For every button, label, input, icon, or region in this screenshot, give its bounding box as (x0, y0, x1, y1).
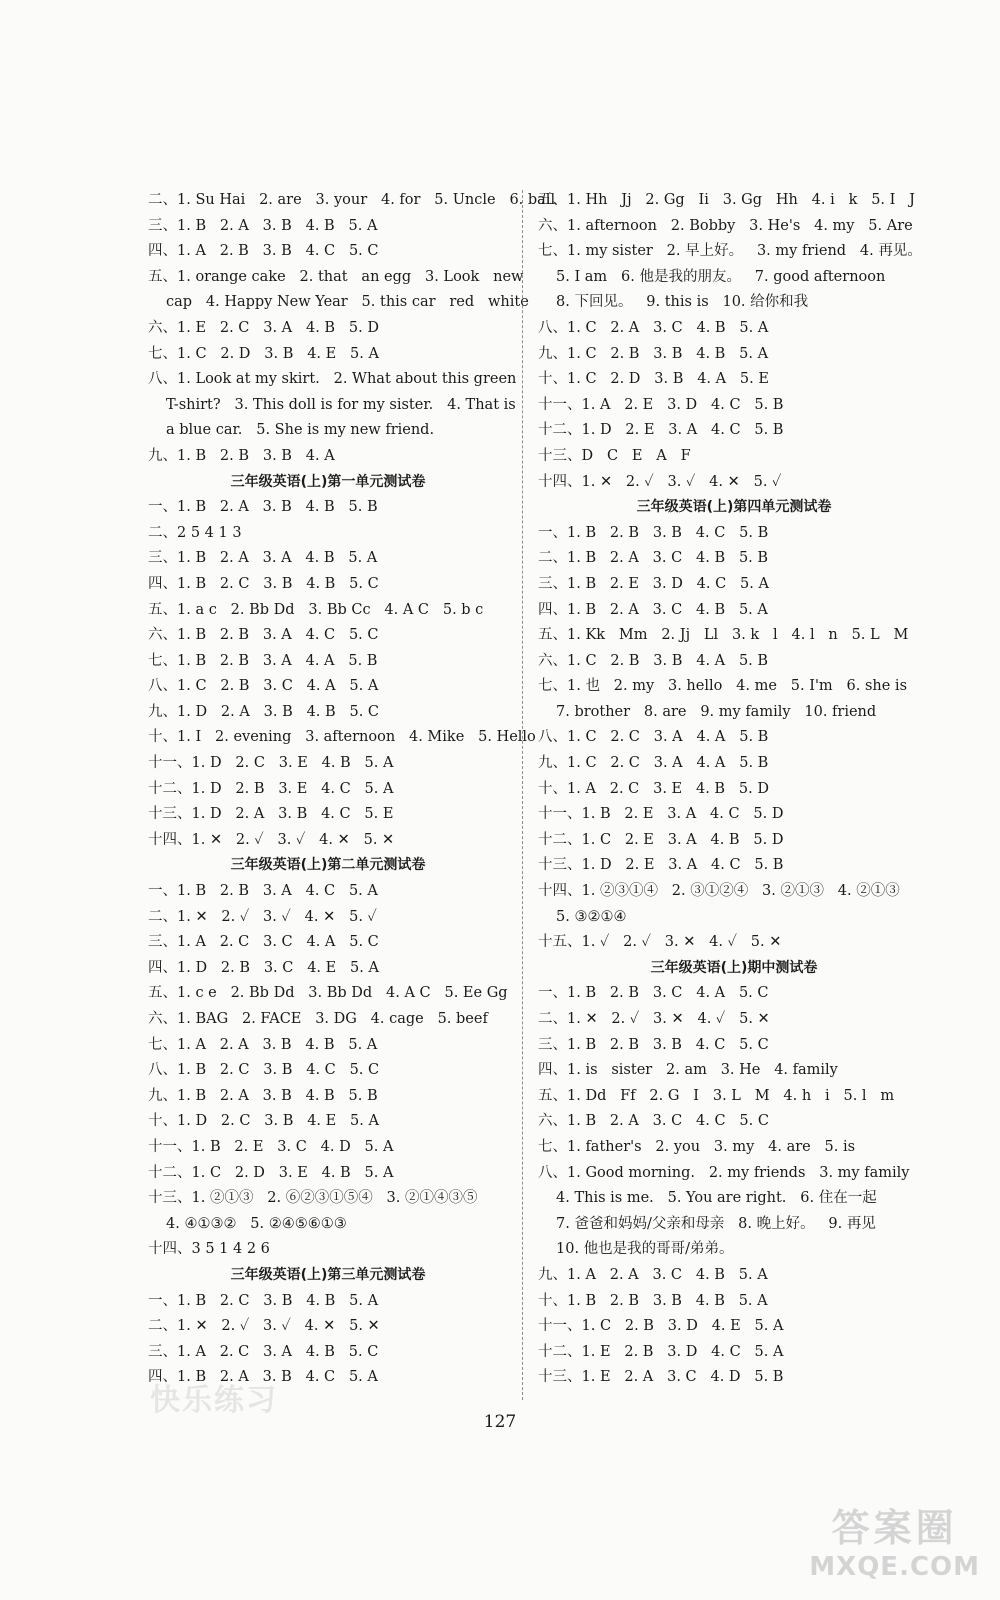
answer-line: 十四、3 5 1 4 2 6 (148, 1241, 270, 1258)
answer-line: 四、1. is sister 2. am 3. He 4. family (538, 1062, 838, 1079)
answer-line: T-shirt? 3. This doll is for my sister. 4. That is (166, 396, 516, 413)
answer-line: 六、1. E 2. C 3. A 4. B 5. D (148, 319, 379, 336)
answer-line: 五、1. Dd Ff 2. G I 3. L M 4. h i 5. l m (538, 1087, 895, 1104)
answer-line: 二、1. ✕ 2. ✓ 3. ✓ 4. ✕ 5. ✕ (148, 1318, 380, 1335)
answer-line: 一、1. B 2. B 3. C 4. A 5. C (538, 985, 769, 1002)
answer-line: 六、1. C 2. B 3. B 4. A 5. B (538, 652, 769, 669)
answer-line: 五、1. Kk Mm 2. Jj Ll 3. k l 4. l n 5. L M (538, 627, 909, 644)
answer-line: 三、1. B 2. A 3. A 4. B 5. A (148, 550, 378, 567)
answer-line: 二、2 5 4 1 3 (148, 524, 242, 541)
section-title: 三年级英语(上)第四单元测试卷 (636, 499, 832, 516)
answer-line: 三、1. B 2. B 3. B 4. C 5. C (538, 1036, 769, 1053)
answer-line: 三、1. A 2. C 3. A 4. B 5. C (148, 1343, 379, 1360)
answer-line: 十一、1. B 2. E 3. A 4. C 5. D (538, 806, 784, 823)
answer-line: 十一、1. C 2. B 3. D 4. E 5. A (538, 1318, 784, 1335)
answer-line: 三、1. B 2. E 3. D 4. C 5. A (538, 575, 769, 592)
answer-line: 八、1. Good morning. 2. my friends 3. my family (538, 1164, 910, 1181)
answer-line: 7. 爸爸和妈妈/父亲和母亲 8. 晚上好。 9. 再见 (556, 1215, 876, 1232)
answer-line: 五、1. Hh Jj 2. Gg Ii 3. Gg Hh 4. i k 5. I J (538, 192, 915, 208)
answer-line: 四、1. D 2. B 3. C 4. E 5. A (148, 959, 379, 976)
answer-line: 十一、1. B 2. E 3. C 4. D 5. A (148, 1138, 394, 1155)
answer-line: 十、1. D 2. C 3. B 4. E 5. A (148, 1113, 379, 1130)
answer-line: 十一、1. A 2. E 3. D 4. C 5. B (538, 396, 784, 413)
answer-line: 二、1. ✕ 2. ✓ 3. ✓ 4. ✕ 5. ✓ (148, 908, 377, 925)
answer-line: 4. ④①③② 5. ②④⑤⑥①③ (166, 1215, 347, 1232)
answer-line: 五、1. c e 2. Bb Dd 3. Bb Dd 4. A C 5. Ee Gg (148, 985, 508, 1002)
answer-line: 四、1. A 2. B 3. B 4. C 5. C (148, 243, 379, 260)
section-title: 三年级英语(上)期中测试卷 (650, 959, 818, 976)
answer-line: a blue car. 5. She is my new friend. (166, 422, 435, 439)
answer-line: 六、1. BAG 2. FACE 3. DG 4. cage 5. beef (148, 1011, 488, 1027)
answer-line: 一、1. B 2. B 3. B 4. C 5. B (538, 524, 769, 541)
answer-line: 一、1. B 2. B 3. A 4. C 5. A (148, 883, 378, 900)
answer-line: 十、1. A 2. C 3. E 4. B 5. D (538, 780, 769, 797)
answer-line: 七、1. A 2. A 3. B 4. B 5. A (148, 1036, 378, 1053)
answer-line: 九、1. D 2. A 3. B 4. B 5. C (148, 703, 380, 720)
answer-line: 二、1. Su Hai 2. are 3. your 4. for 5. Uncle 6. ball (148, 192, 556, 208)
watermark-corner-bottom: MXQE.COM (809, 1552, 980, 1582)
answer-line: 10. 他也是我的哥哥/弟弟。 (556, 1241, 734, 1258)
section-title: 三年级英语(上)第三单元测试卷 (230, 1266, 426, 1283)
answer-line: 十、1. I 2. evening 3. afternoon 4. Mike 5. Hello (148, 729, 536, 746)
page-number: 127 (483, 1412, 517, 1432)
answer-line: 三、1. A 2. C 3. C 4. A 5. C (148, 934, 379, 951)
answer-line: 一、1. B 2. C 3. B 4. B 5. A (148, 1292, 379, 1309)
answer-line: 二、1. ✕ 2. ✓ 3. ✕ 4. ✓ 5. ✕ (538, 1011, 770, 1027)
answer-line: 九、1. B 2. B 3. B 4. A (148, 447, 335, 464)
answer-line: 十二、1. E 2. B 3. D 4. C 5. A (538, 1343, 784, 1360)
answer-line: 九、1. A 2. A 3. C 4. B 5. A (538, 1266, 768, 1283)
answer-line: 十二、1. D 2. B 3. E 4. C 5. A (148, 780, 394, 797)
watermark-left: 快乐练习 (150, 1383, 278, 1418)
answer-line: 六、1. B 2. B 3. A 4. C 5. C (148, 627, 379, 644)
answer-line: 8. 下回见。 9. this is 10. 给你和我 (556, 294, 809, 311)
answer-line: 十五、1. ✓ 2. ✓ 3. ✕ 4. ✓ 5. ✕ (538, 934, 782, 951)
answer-line: 八、1. Look at my skirt. 2. What about this green (148, 371, 517, 388)
answer-line: 六、1. afternoon 2. Bobby 3. He's 4. my 5. Are (538, 217, 913, 234)
answer-line: 七、1. father's 2. you 3. my 4. are 5. is (538, 1138, 856, 1155)
answer-line: 八、1. C 2. A 3. C 4. B 5. A (538, 319, 769, 336)
watermark-corner-top: 答案圈 (831, 1506, 958, 1550)
answer-line: 5. I am 6. 他是我的朋友。 7. good afternoon (556, 268, 886, 285)
answer-line: 七、1. 也 2. my 3. hello 4. me 5. I'm 6. she is (538, 678, 908, 695)
right-answer-column (538, 188, 930, 1391)
answer-line: 十三、D C E A F (538, 447, 691, 464)
answer-line: 十三、1. ②①③ 2. ⑥②③①⑤④ 3. ②①④③⑤ (148, 1190, 478, 1207)
answer-line: 五、1. orange cake 2. that an egg 3. Look new (148, 268, 524, 285)
answer-line: 十、1. C 2. D 3. B 4. A 5. E (538, 371, 769, 388)
answer-line: 九、1. B 2. A 3. B 4. B 5. B (148, 1087, 378, 1104)
answer-line: 十二、1. D 2. E 3. A 4. C 5. B (538, 422, 784, 439)
section-title: 三年级英语(上)第一单元测试卷 (230, 473, 426, 490)
answer-line: 八、1. C 2. B 3. C 4. A 5. A (148, 678, 379, 695)
answer-line: 二、1. B 2. A 3. C 4. B 5. B (538, 550, 769, 567)
answer-line: 四、1. B 2. C 3. B 4. B 5. C (148, 575, 379, 592)
answer-line: 九、1. C 2. C 3. A 4. A 5. B (538, 755, 769, 772)
answer-line: 五、1. a c 2. Bb Dd 3. Bb Cc 4. A C 5. b c (148, 601, 484, 618)
answer-line: 八、1. C 2. C 3. A 4. A 5. B (538, 729, 769, 746)
answer-line: 十二、1. C 2. E 3. A 4. B 5. D (538, 831, 784, 848)
section-title: 三年级英语(上)第二单元测试卷 (230, 857, 426, 874)
answer-line: 7. brother 8. are 9. my family 10. friend (556, 703, 877, 720)
answer-line: 七、1. my sister 2. 早上好。 3. my friend 4. 再见。 (538, 243, 922, 260)
answer-line: 九、1. C 2. B 3. B 4. B 5. A (538, 345, 769, 362)
answer-line: cap 4. Happy New Year 5. this car red white (166, 294, 529, 311)
answer-line: 十四、1. ✕ 2. ✓ 3. ✓ 4. ✕ 5. ✓ (538, 473, 782, 490)
answer-line: 三、1. B 2. A 3. B 4. B 5. A (148, 217, 378, 234)
answer-line: 七、1. C 2. D 3. B 4. E 5. A (148, 345, 379, 362)
answer-line: 十二、1. C 2. D 3. E 4. B 5. A (148, 1164, 394, 1181)
answer-line: 十三、1. D 2. A 3. B 4. C 5. E (148, 806, 394, 823)
answer-line: 六、1. B 2. A 3. C 4. C 5. C (538, 1113, 769, 1130)
answer-line: 5. ③②①④ (556, 908, 627, 925)
answer-line: 4. This is me. 5. You are right. 6. 住在一起 (556, 1190, 877, 1207)
watermark-corner (809, 1497, 980, 1582)
answer-line: 十、1. B 2. B 3. B 4. B 5. A (538, 1292, 768, 1309)
column-divider (522, 190, 523, 1400)
answer-line: 十三、1. E 2. A 3. C 4. D 5. B (538, 1369, 784, 1386)
answer-line: 四、1. B 2. A 3. C 4. B 5. A (538, 601, 768, 618)
answer-line: 八、1. B 2. C 3. B 4. C 5. C (148, 1062, 380, 1079)
answer-line: 一、1. B 2. A 3. B 4. B 5. B (148, 499, 378, 516)
answer-line: 四、1. B 2. A 3. B 4. C 5. A (148, 1369, 378, 1386)
answer-line: 十四、1. ②③①④ 2. ③①②④ 3. ②①③ 4. ②①③ (538, 883, 900, 900)
answer-line: 十四、1. ✕ 2. ✓ 3. ✓ 4. ✕ 5. ✕ (148, 831, 395, 848)
answer-line: 十三、1. D 2. E 3. A 4. C 5. B (538, 857, 784, 874)
answer-line: 十一、1. D 2. C 3. E 4. B 5. A (148, 755, 394, 772)
answer-line: 七、1. B 2. B 3. A 4. A 5. B (148, 652, 378, 669)
left-answer-column (148, 188, 556, 1391)
